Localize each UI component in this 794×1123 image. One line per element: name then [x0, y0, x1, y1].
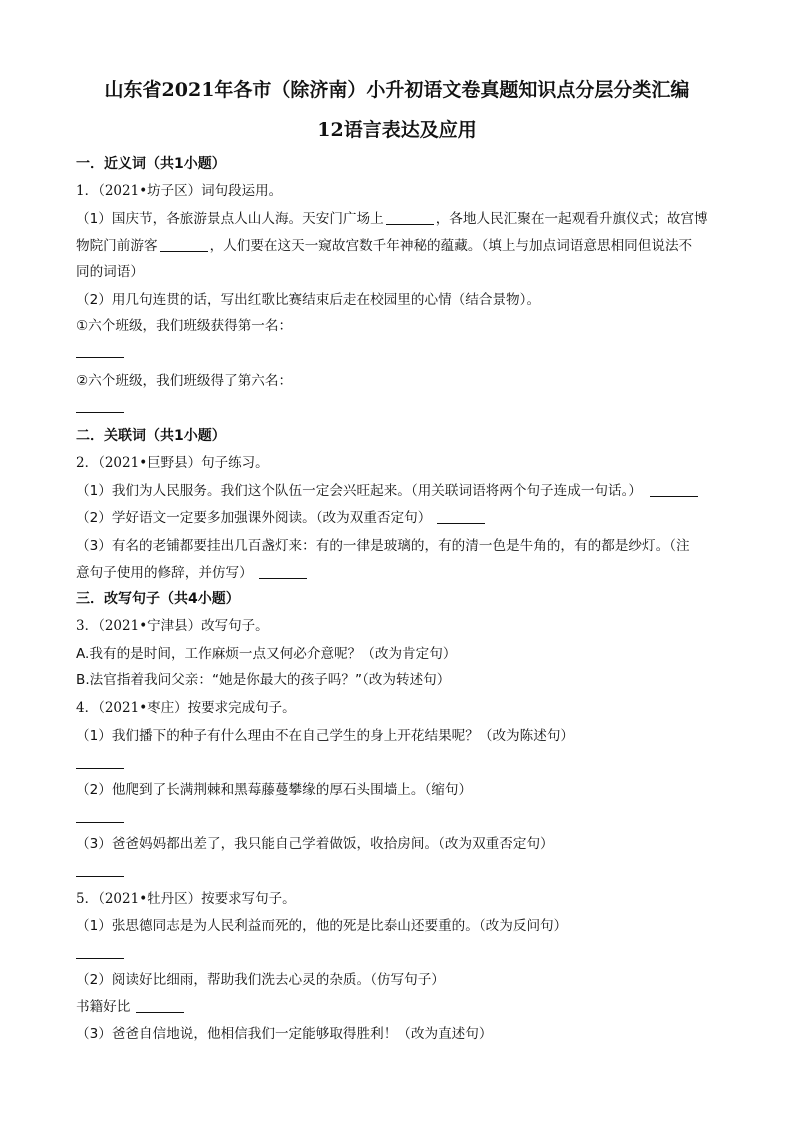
section-heading-rewrite: 三．改写句子（共4小题）	[76, 591, 240, 607]
answer-blank[interactable]	[386, 211, 434, 225]
answer-blank[interactable]	[160, 238, 208, 252]
question-1-part-2: （2）用几句连贯的话，写出红歌比赛结束后走在校园里的心情（结合景物）。	[76, 292, 541, 308]
answer-line[interactable]	[76, 412, 124, 413]
question-2-part-1: （1）我们为人民服务。我们这个队伍一定会兴旺起来。（用关联词语将两个句子连成一句话。）	[76, 482, 718, 500]
page-title: 山东省2021年各市（除济南）小升初语文卷真题知识点分层分类汇编	[104, 79, 690, 101]
question-3-heading: 3．（2021•宁津县）改写句子。	[76, 618, 269, 634]
answer-line[interactable]	[76, 822, 124, 823]
question-2-part-2: （2）学好语文一定要多加强课外阅读。（改为双重否定句）	[76, 509, 718, 527]
question-1-part-1-line-1: （1）国庆节，各旅游景点人山人海。天安门广场上 ，各地人民汇聚在一起观看升旗仪式；故宫博	[76, 211, 708, 227]
question-3-item-b: B.法官指着我问父亲：“她是你最大的孩子吗？”（改为转述句）	[76, 672, 451, 688]
answer-line[interactable]	[76, 876, 124, 877]
question-3-item-a: A.我有的是时间，工作麻烦一点又何必介意呢？（改为肯定句）	[76, 646, 457, 662]
answer-blank[interactable]	[259, 565, 307, 579]
question-5-heading: 5．（2021•牡丹区）按要求写句子。	[76, 891, 296, 907]
question-5-part-3: （3）爸爸自信地说，他相信我们一定能够取得胜利！（改为直述句）	[76, 1026, 493, 1042]
question-5-part-2-fill: 书籍好比	[76, 998, 718, 1016]
question-2-part-3-line-1: （3）有名的老铺都要挂出几百盏灯来：有的一律是玻璃的，有的清一色是牛角的，有的都是纱灯。（注	[76, 538, 690, 554]
question-1-part-1-line-2: 物院门前游客 ，人们要在这天一窥故宫数千年神秘的蕴藏。（填上与加点词语意思相同但说法不	[76, 238, 693, 254]
answer-line[interactable]	[76, 357, 124, 358]
question-2-part-3-line-2: 意句子使用的修辞，并仿写）	[76, 564, 718, 582]
question-5-part-2: （2）阅读好比细雨，帮助我们洗去心灵的杂质。（仿写句子）	[76, 972, 445, 988]
answer-blank[interactable]	[136, 999, 184, 1013]
answer-line[interactable]	[76, 768, 124, 769]
question-4-heading: 4．（2021•枣庄）按要求完成句子。	[76, 700, 296, 716]
question-1-case-2: ②六个班级，我们班级得了第六名：	[76, 373, 293, 389]
section-heading-conjunctions: 二．关联词（共1小题）	[76, 428, 226, 444]
page-subtitle: 12语言表达及应用	[317, 119, 477, 141]
question-2-heading: 2．（2021•巨野县）句子练习。	[76, 455, 269, 471]
answer-blank[interactable]	[437, 510, 485, 524]
answer-blank[interactable]	[650, 483, 698, 497]
question-1-case-1: ①六个班级，我们班级获得第一名：	[76, 318, 293, 334]
question-4-part-2: （2）他爬到了长满荆棘和黑莓藤蔓攀缘的厚石头围墙上。（缩句）	[76, 782, 473, 798]
question-4-part-3: （3）爸爸妈妈都出差了，我只能自己学着做饭，收拾房间。（改为双重否定句）	[76, 836, 554, 852]
question-4-part-1: （1）我们播下的种子有什么理由不在自己学生的身上开花结果呢？（改为陈述句）	[76, 728, 575, 744]
question-5-part-1: （1）张思德同志是为人民利益而死的，他的死是比泰山还要重的。（改为反问句）	[76, 918, 568, 934]
section-heading-synonyms: 一．近义词（共1小题）	[76, 156, 226, 172]
question-1-part-1-line-3: 同的词语）	[76, 264, 144, 280]
answer-line[interactable]	[76, 958, 124, 959]
question-1-heading: 1．（2021•坊子区）词句段运用。	[76, 183, 283, 199]
